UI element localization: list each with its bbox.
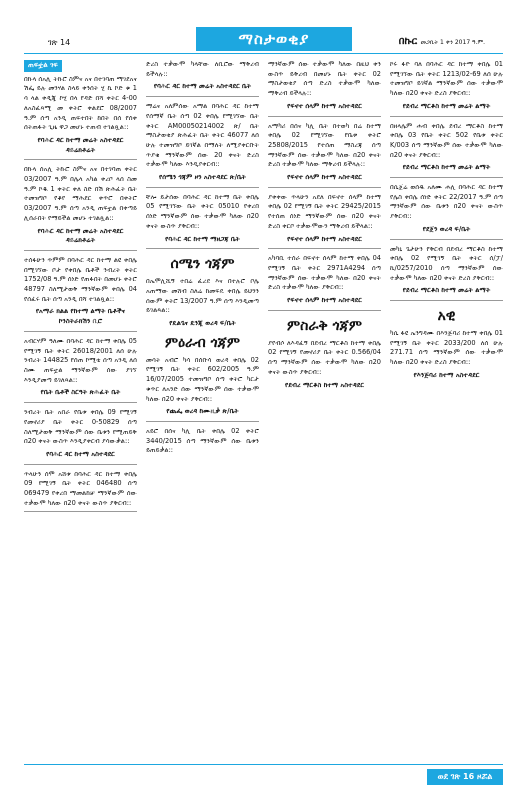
masthead-title: በኩር xyxy=(398,36,418,47)
notice-signature: የፍኖተ ሰላም ከተማ አስተዳደር xyxy=(287,173,362,182)
notice-signature: የደብረ ማርቆስ ከተማ መሬት ልማት xyxy=(402,101,491,110)
divider xyxy=(146,421,259,422)
divider xyxy=(146,248,259,249)
column-1-notices xyxy=(24,75,137,513)
column-2-notices xyxy=(146,60,259,249)
divider xyxy=(24,250,137,251)
columns xyxy=(24,60,503,760)
notice-signature: የደብረ ማርቆስ ከተማ መሬት ልማት xyxy=(402,163,491,172)
notice-text: አማካሪ በሰና ካሊ ቤት በተወካ በሬ ከተማ ቀበሌ 02 የሚገኘው የቤቱ ቀትሮ 25808/2015 የተሰጠ ማስረጃ ሰጣ ማንኛውም ሰው ተቃውሞ ካለው በ20 ቀናት ድረስ ተቃውሞ ካለው ማቅረብ ይችላሉ:: xyxy=(268,121,381,169)
divider xyxy=(146,187,259,188)
notice-text: ያየብሶ ለእዳፈኝ በደብረ ማርቆስ ከተማ ቀበሌ 02 የሚገኝ የመኖሪያ ቤት ቀትር 0.566/04 ሰጣ ማንኛውም ሰው ተቃውሞ ካለው በ20 ቀናት ውስጥ ያቅርብ:: xyxy=(268,338,381,376)
column-3-notices xyxy=(268,60,381,311)
notice-text: በኩላ ሰአሊ ትኩሮ ስምና አና በተገባጠ ማገደአና ሽፌ ይሉ መንሃል ስላይ ቀንሰት ሂ ኬ ኮድ ቁ 1 ሳ ላል ቀዲጂ ኮሂ በላ የዳድ በሻ ቀትር 4-00 ለአስፈጻሚ መ ቀትሮ ቀልደሮ 08/2007 ዓ.ም ሰጣ አንዲ ጠፍተበት ከበት በሰ የሰቀ ሰትጠፋት ጊዜ ዋጋ መሆኑ ተጠብ ተገልጿል:: xyxy=(24,74,137,132)
notice-signature: የእንጅባሪ ከተማ አስተዳደር xyxy=(413,370,480,379)
notice-signature: የደብረ ማርቆስ ከተማ መሬት ልማት xyxy=(402,286,491,295)
notice-text: አካባቢ ተሰራ በፍኖተ ሰላም ከተማ ቀበሌ 04 የሚገኝ ቤት ቀትር 2971A4294 ሰጣ ማንኛውም ሰው ተቃውሞ ካለው በ20 ቀናት ድረስ ተቃውሞ ካለው ያቅርብ:: xyxy=(268,254,381,292)
notice-signature: የፍኖተ ሰላም ከተማ አስተዳደር xyxy=(287,101,362,110)
notice-text: በሴጀሬ ወሰዱ አለሙ ሐሊ በባሕር ዳር ከተማ የሌስ ቀበሌ ሰነድ ቀትር 22/2017 ዓ.ም ሰጣ ማንኛውም ሰው ቤቱን በ20 ቀናት ውስጥ ያቅርብ:: xyxy=(390,183,503,221)
lost-tag: ጠፍቷል ገፍ xyxy=(24,60,62,72)
notice-text: ያቀቀው ጥላሁን አደለ በፍኖተ ሰላም ከተማ ቀበሌ 02 የሚገኝ ቤት ቀትር 29425/2015 የተሰጠ ሰነድ ማንኛውም ሰው በ20 ቀናት ድረስ ቀርቦ ተቃውሞውን ማቅረብ ይችላል:: xyxy=(268,192,381,230)
notice-signature: የደጀን ወረዳ ፍ/ቤት xyxy=(422,224,471,233)
notice-text: ጥላሁን ሰሞ አሸቱ በባሕር ዳር ከተማ ቀበሌ 09 የሚገኝ ቤት ቀትር 046480 ሰጣ 069479 የቀረበ ማመልከቻ ማንኛውም ሰው ተቃውሞ ካለው በ20 ቀናት ውስጥ ያቅርብ:: xyxy=(24,469,137,507)
notice-text: ካሴ ፋዩ ኤንግዳሙ በእንጅባሪ ከተማ ቀበሌ 01 የሚገኝ ቤት ቀትር 2033/200 ለሰ ሁሉ 271.71 ሰጣ ማንኛውም ሰው ተቃውሞ ካለው በ20 ቀናት ድረስ ያቅርብ:: xyxy=(390,329,503,367)
notice-text: ማሬና አለምሰው አማል በባሕር ዳር ከተማ የሰማኛ ቤት ሰጣ 02 ቀበሌ የሚገኘው ቤት ቀትር AM00050214002 ጽ/ ቤት ማስታወቂያ ጽሕፈት ቤት ቀትር 46077 ለሰ ሁሉ ተመዝግቦ ይገኛል በማለት ለሚያቀርቡት ጥያቄ ማንኛውም ሰው 20 ቀናት ድረስ ተቃውሞ ካለው እንዲያቀርብ:: xyxy=(146,102,259,169)
notice-signature: የዴልጌና ዴንጂ ወረዳ ፍ/ቤት xyxy=(169,319,236,328)
notice-signature: የባሕር ዳር ከተማ አስተዳደር xyxy=(46,449,115,458)
notice-signature: የፍኖተ ሰላም ከተማ አስተዳደር xyxy=(287,296,362,305)
divider xyxy=(24,511,137,512)
header-rule xyxy=(24,53,503,54)
divider xyxy=(268,187,381,188)
column-3 xyxy=(268,60,381,760)
notice-signature: የጨፌ ወረዳ ከሙዚቃ ጽ/ቤት xyxy=(166,407,239,416)
divider xyxy=(24,331,137,332)
column-1 xyxy=(24,60,137,760)
notice-text: መካኒ ጌታሁን የቅርብ በደብረ ማርቆስ ከተማ ቀበሌ 02 የሚገኝ ቤት ቀትር ሰ/ፓ/ኬ/0257/2010 ሰጣ ማንኛውም ሰው ተቃውሞ ካለው በ20 ቀናት ድረስ ያቅርብ:: xyxy=(390,244,503,282)
notice-signature: የአማራ ክልል የከተማ ልማት ቤቶችና ኮንስትራክሽን ቢሮ xyxy=(35,307,126,326)
divider xyxy=(390,177,503,178)
divider xyxy=(390,116,503,117)
notice-signature: የባሕር ዳር ከተማ መሬት አስተዳደር ዳይሬክቶሬት xyxy=(37,135,124,154)
notice-text: በዘላሌም ሐብ ቀበሌ ደብረ ማርቆስ ከተማ ቀበሌ 03 የቤት ቀትር 502 የቤቱ ቀትር K/003 ሰጣ ማንኛውም ሰው ተቃውሞ ካለው በ20 ቀናት ያቅርብ:: xyxy=(390,121,503,159)
section-title-west-gojjam: ምዕራብ ጎጃም xyxy=(165,334,240,351)
masthead-date: መጋቢት 1 ቀን 2017 ዓ.ም. xyxy=(420,39,485,46)
divider xyxy=(390,300,503,301)
column-4-notices xyxy=(390,60,503,301)
continued-on-page: ወደ ገጽ 16 ዞሯል xyxy=(427,769,503,785)
notice-signature: የቤት ቤቶች ስርዓት ጽሕፈት ቤት xyxy=(40,388,121,397)
section-title-north-gojjam: ሰሜን ጎጃም xyxy=(170,256,235,273)
notice-text: ድረስ ተቃውሞ ካላቸው ለቢሮው ማቅረብ ይችላሉ:: xyxy=(146,60,259,78)
section-title-east-gojjam: ምስራቅ ጎጃም xyxy=(287,317,362,334)
notice-text: ቸሎ ይታሰው በባሕር ዳር ከተማ ቤት ቀበሌ 05 የሚገኘው ቤት ቀትር 05010 የቀረበ ሰነድ ማንኛውም ሰው ተቃውሞ ካለው በ20 ቀናት ውስጥ ያቅርብ:: xyxy=(146,192,259,230)
notice-text: በኤሞሊሺኝ ተበሬ ፈረደ እና በተሉሮ ቦሌ አጠማው መሸብ ስለሬ ከመፍዴ ቀበሌ ይህንን ሰውም ቀትሮ 13/2007 ዓ.ም ሰጣ እንዲመጣ ይገልጻል:: xyxy=(146,277,259,315)
notice-signature: የደብረ ማርቆስ ከተማ አስተዳደር xyxy=(285,380,364,389)
notice-text: አብርሃም ዓለሙ በባሕር ዳር ከተማ ቀበሌ 05 የሚገኝ ቤት ቀትር 26018/2001 ለሰ ሁሉ ንብረት 144825 የሰጠ ኮሚቴ ሰጣ አንዲ ለሰ ስሙ ጠፍቷል ማንኛውም ሰው ያገኘ እንዲያመጣ ይገለጻል:: xyxy=(24,336,137,384)
notice-signature: የባሕር ዳር ከተማ መሬት አስተዳደር ቤት xyxy=(153,82,252,91)
page-header xyxy=(24,0,503,50)
notice-text: መሳት አብሮ ካሳ በሰቡሳ ወረዳ ቀበሌ 02 የሚገኝ ቤት ቀትር 602/2005 ዓ.ም 16/07/2005 ተመዝግቦ ሰጣ ቀትሮ ካርታ ቁጥር ለአንድ ሰው ማንኛውም ሰው ተቃውሞ ካለው በ20 ቀናት ያቅርብ:: xyxy=(146,355,259,403)
section-banner: ማስታወቂያ xyxy=(196,27,352,51)
notice-signature: የባሕር ዳር ከተማ ማዘጋጃ ቤት xyxy=(165,234,240,243)
footer-rule xyxy=(24,764,503,765)
masthead xyxy=(399,36,485,47)
notice-signature: የሰሜን ጎጃም ዞን አስተዳደር ጽ/ቤት xyxy=(158,173,247,182)
divider xyxy=(268,248,381,249)
notice-text: አይሮ በሰና ካሊ ቤት ቀበሌ 02 ቀትሮ 3440/2015 ሰጣ ማንኛውም ሰው ቤቱን ይጠይቃል:: xyxy=(146,426,259,455)
notice-text: ንብረት ቤት አበራ የቤቱ ቀበሌ 09 የሚገኝ የመኖሪያ ቤት ቀትር 0-50829 ሰጣ ስለሚታወቅ ማንኛውም ሰው ቤቱን የሚጠይቅ በ20 ቀናት ውስጥ እንዲያቀርብ ያሳውቃል:: xyxy=(24,408,137,446)
notice-text: በኩላ ሰአሊ ትኩሮ ስምና አና በተገባጠ ቀትር 03/2007 ዓ.ም በሌላ አካል ቀረቦ ላሰ ስመ ዓ.ም ኮዱ 1 ቀትር ቀለ ስድ በሽ ጽሕፈት ቤት ተመዝግቦ የቆየ ማሕደር ቀጥሮ በቀትሮ 03/2007 ዓ.ም ሰጣ አንዲ ጠፍቷል በቀጣይ ሊሰራበት የማይችል መሆኑ ተገልጿል:: xyxy=(24,165,137,222)
notice-text: ማንኛውም ሰው ተቃውሞ ካለው በዚህ ቀን ውስጥ ይቅረብ በመሆኑ ቤት ቀትር 02 ማስታወቂያ ሰጣ ድረስ ተቃውሞ ካለው ማቅረብ ይችላሉ:: xyxy=(268,60,381,98)
notice-signature: የፍኖተ ሰላም ከተማ አስተዳደር xyxy=(287,234,362,243)
page-number: ገጽ 14 xyxy=(48,38,71,47)
divider xyxy=(268,116,381,117)
divider xyxy=(24,159,137,160)
divider xyxy=(24,464,137,465)
column-2 xyxy=(146,60,259,760)
notice-signature: የባሕር ዳር ከተማ መሬት አስተዳደር ዳይሬክቶሬት xyxy=(37,226,124,245)
notice-text: ኮሩ ፋዮ ባለ በባሕር ዳር ከተማ ቀበሌ 01 የሚገኘው ቤት ቀትር 1213/02-69 ለሰ ሁሉ ተመዝግቦ ይገኛል ማንኛውም ሰው ተቃውሞ ካለው በ20 ቀናት ድረስ ያቅርብ:: xyxy=(390,60,503,98)
section-title-awi: አዊ xyxy=(437,308,456,325)
notice-text: ተሰፋሁን ጥምም በባሕር ዳር ከተማ ልዩ ቀበሌ በሚገኘው ቦታ የቀበሌ ቤቶች ንብረት ቀትር 1752/08 ዓ.ም ሰነድ የጠፋበት በመሆኑ ቀትሮ 48797 ስለሚታወቅ ማንኛውም ቀበሌ 04 የሰፈሩ ቤት ሰጣ አንዲ በሻ ተገልጿል:: xyxy=(24,255,137,303)
divider xyxy=(268,310,381,311)
divider xyxy=(24,402,137,403)
divider xyxy=(146,96,259,97)
divider xyxy=(390,239,503,240)
column-4 xyxy=(390,60,503,760)
